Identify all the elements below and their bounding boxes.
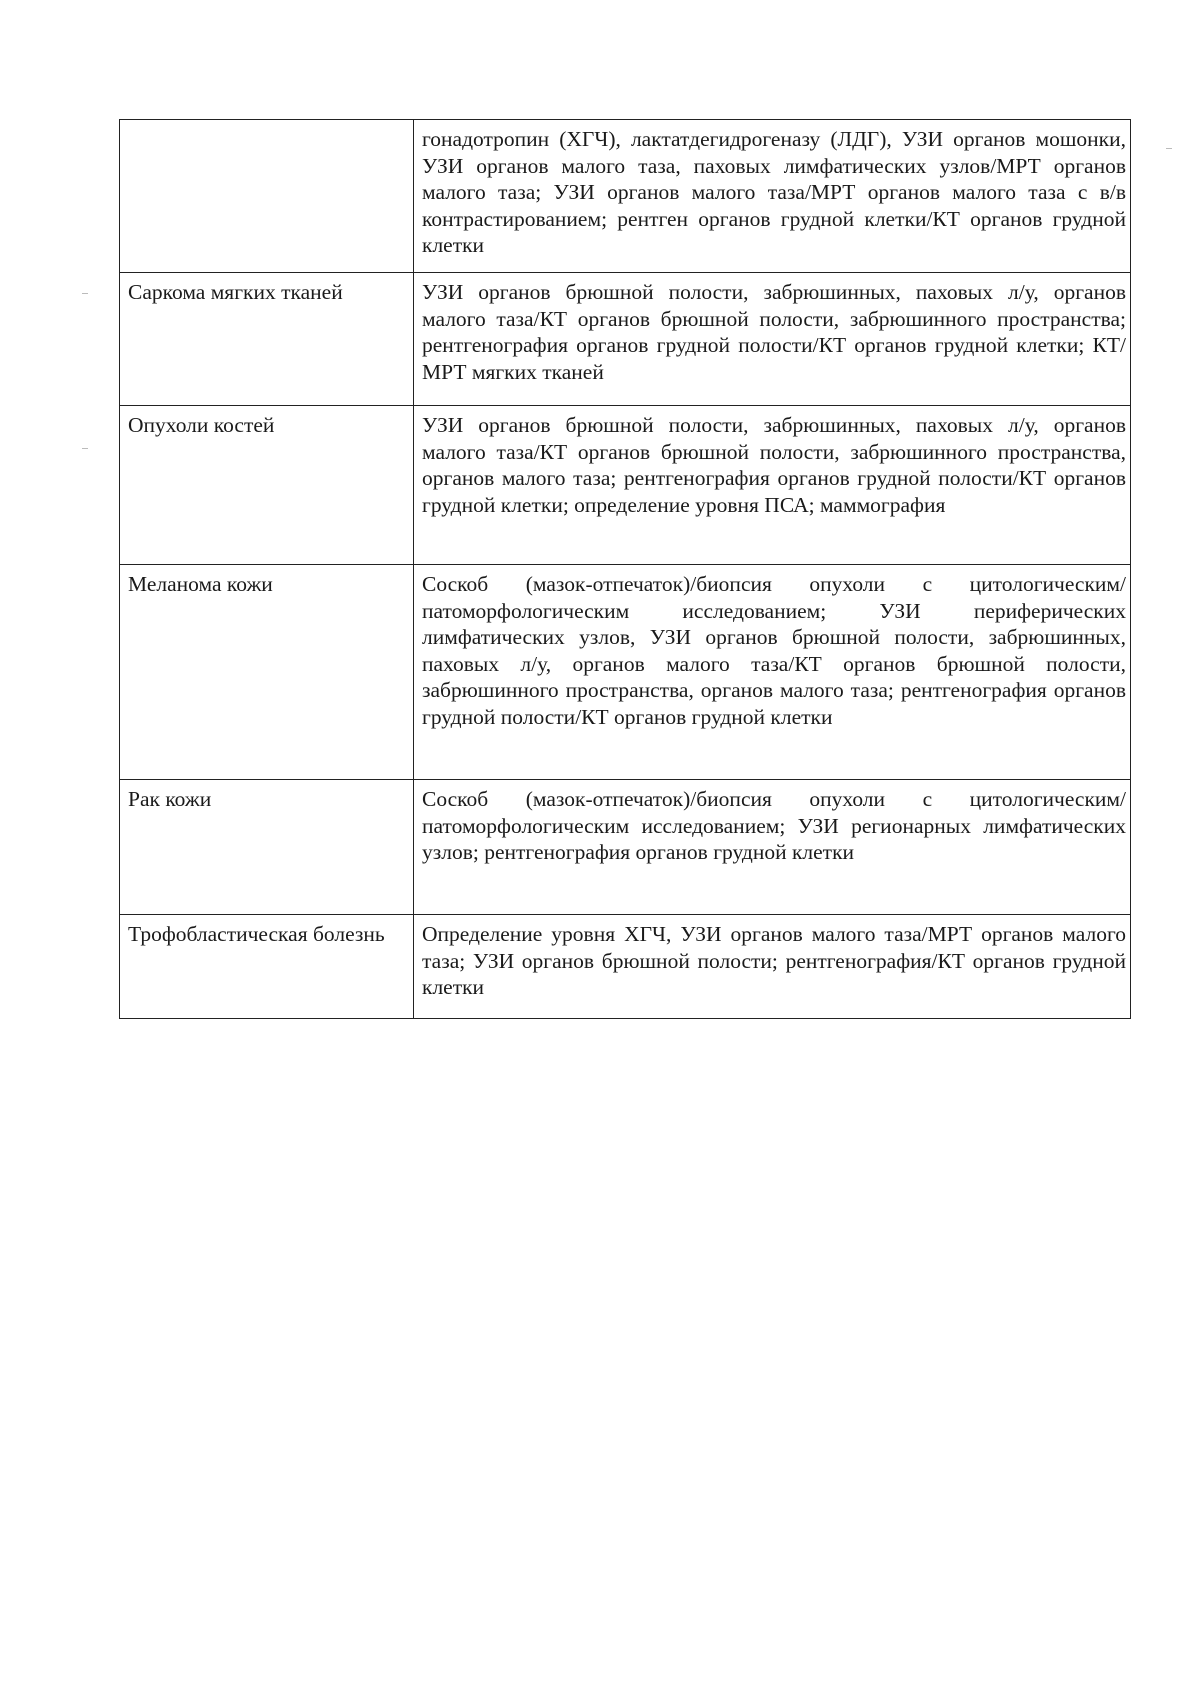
document-sheet bbox=[119, 119, 1130, 1019]
examinations-cell: УЗИ органов брюшной полости, забрюшинных, паховых л/у, органов малого таза/КТ органов брюшной полости, забрюшинного пространства, органов малого таза; рентгенография органов грудной полости/КТ органов грудной клетки; определение уровня ПСА; маммография bbox=[414, 406, 1131, 565]
table-row bbox=[120, 565, 1131, 780]
examinations-cell: Определение уровня ХГЧ, УЗИ органов малого таза/МРТ органов малого таза; УЗИ органов брюшной полости; рентгенография/КТ органов грудной клетки bbox=[414, 915, 1131, 1019]
disease-name-cell: Трофобластическая болезнь bbox=[120, 915, 414, 1019]
disease-name-cell: Рак кожи bbox=[120, 780, 414, 915]
diagnostics-table bbox=[119, 119, 1131, 1019]
scan-mark bbox=[82, 448, 88, 449]
scan-mark bbox=[82, 293, 88, 294]
table-row bbox=[120, 406, 1131, 565]
table-row bbox=[120, 915, 1131, 1019]
disease-name-cell: Меланома кожи bbox=[120, 565, 414, 780]
table-row bbox=[120, 120, 1131, 273]
disease-name-cell: Саркома мягких тканей bbox=[120, 273, 414, 406]
disease-name-cell bbox=[120, 120, 414, 273]
examinations-cell: Соскоб (мазок-отпечаток)/биопсия опухоли с цитологическим/патоморфологическим исследованием; УЗИ регионарных лимфатических узлов; рентгенография органов грудной клетки bbox=[414, 780, 1131, 915]
examinations-cell: УЗИ органов брюшной полости, забрюшинных, паховых л/у, органов малого таза/КТ органов брюшной полости, забрюшинного пространства; рентгенография органов грудной полости/КТ органов грудной клетки; КТ/МРТ мягких тканей bbox=[414, 273, 1131, 406]
table-row bbox=[120, 780, 1131, 915]
examinations-cell: Соскоб (мазок-отпечаток)/биопсия опухоли с цитологическим/патоморфологическим исследованием; УЗИ периферических лимфатических узлов, УЗИ органов брюшной полости, забрюшинных, паховых л/у, органов малого таза/КТ органов брюшной полости, забрюшинного пространства, органов малого таза; рентгенография органов грудной полости/КТ органов грудной клетки bbox=[414, 565, 1131, 780]
examinations-cell: гонадотропин (ХГЧ), лактатдегидрогеназу (ЛДГ), УЗИ органов мошонки, УЗИ органов малого таза, паховых лимфатических узлов/МРТ органов малого таза; УЗИ органов малого таза/МРТ органов малого таза с в/в контрастированием; рентген органов грудной клетки/КТ органов грудной клетки bbox=[414, 120, 1131, 273]
disease-name-cell: Опухоли костей bbox=[120, 406, 414, 565]
table-row bbox=[120, 273, 1131, 406]
scan-mark bbox=[1166, 148, 1172, 149]
